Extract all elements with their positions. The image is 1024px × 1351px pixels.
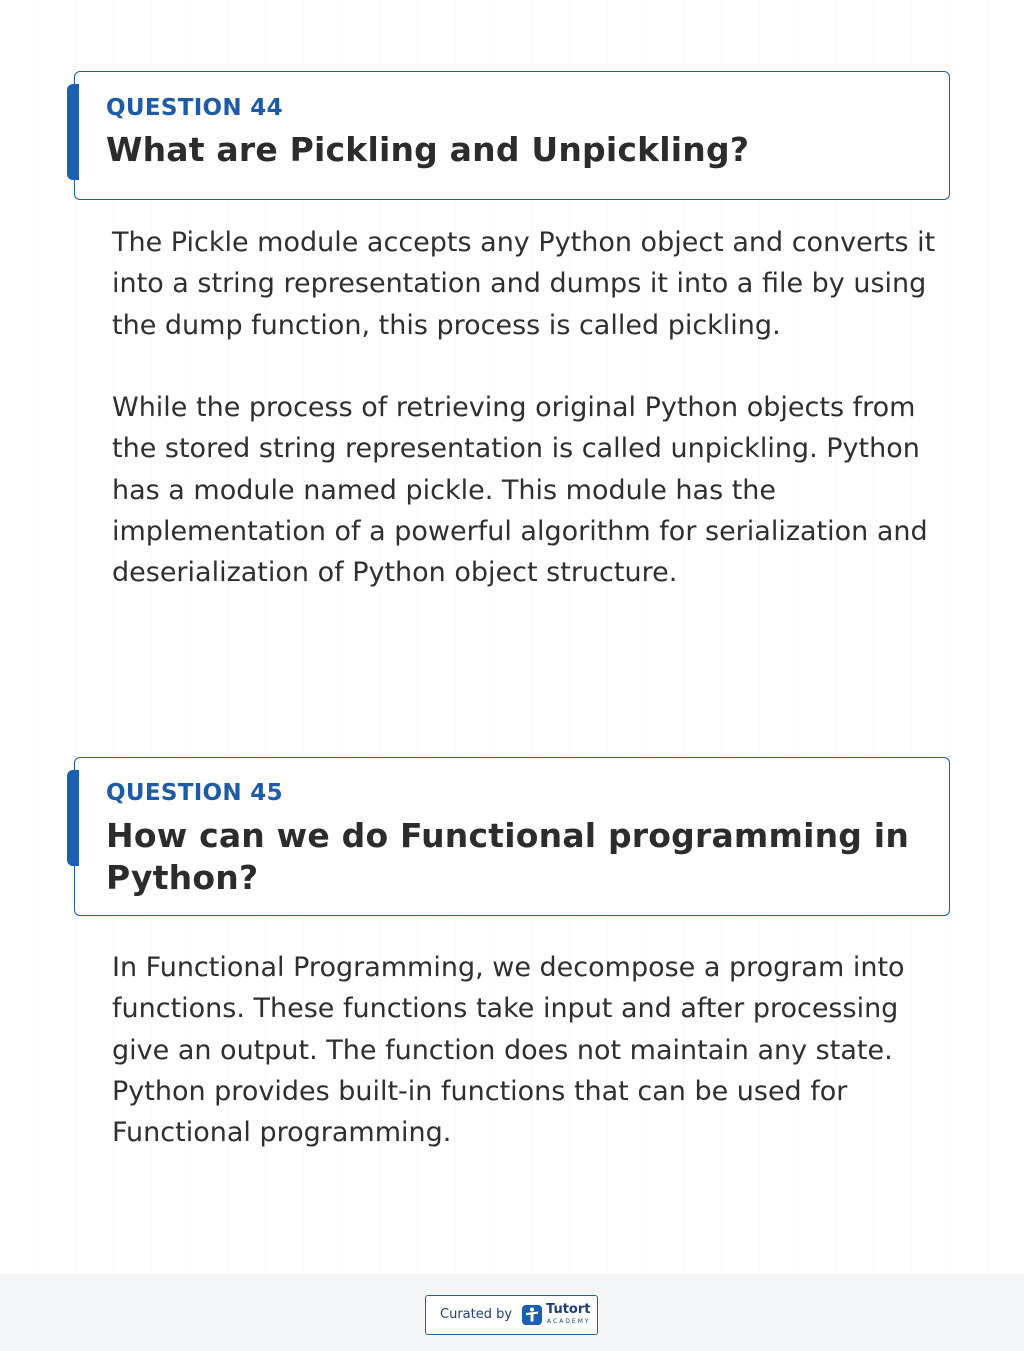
question-number: QUESTION 44 — [106, 95, 283, 121]
question-number: QUESTION 45 — [106, 780, 283, 806]
answer-paragraph: In Functional Programming, we decompose a program into functions. These functions take input and after processing give an output. The function does not maintain any state. — [112, 952, 905, 1066]
brand-subtitle: ACADEMY — [547, 1318, 591, 1325]
card-accent-bar — [67, 770, 79, 866]
answer-paragraph: Python provides built-in functions that can be used for Functional programming. — [112, 1075, 848, 1149]
question-title: What are Pickling and Unpickling? — [106, 130, 750, 169]
footer — [0, 1274, 1024, 1351]
card-accent-bar — [67, 84, 79, 180]
brand-name: Tutort — [546, 1302, 591, 1317]
question-card-44 — [74, 71, 950, 200]
answer-paragraph: The Pickle module accepts any Python object and converts it into a string representation and dumps it into a file by using the dump function, this process is called pickling. — [112, 227, 936, 341]
answer-block-44 — [112, 222, 942, 594]
question-card-45 — [74, 757, 950, 916]
answer-paragraph: While the process of retrieving original Python objects from the stored string representation is called unpickling. Python has a module named pickle. This module has the implementation of a powerful algorithm for serialization and deserialization of Python object structure. — [112, 392, 928, 589]
curated-by-badge[interactable] — [425, 1295, 598, 1335]
answer-block-45 — [112, 947, 942, 1153]
tutort-logo-icon — [522, 1305, 542, 1325]
question-title: How can we do Functional programming in Python? — [106, 816, 910, 897]
curated-by-label: Curated by — [440, 1307, 513, 1322]
